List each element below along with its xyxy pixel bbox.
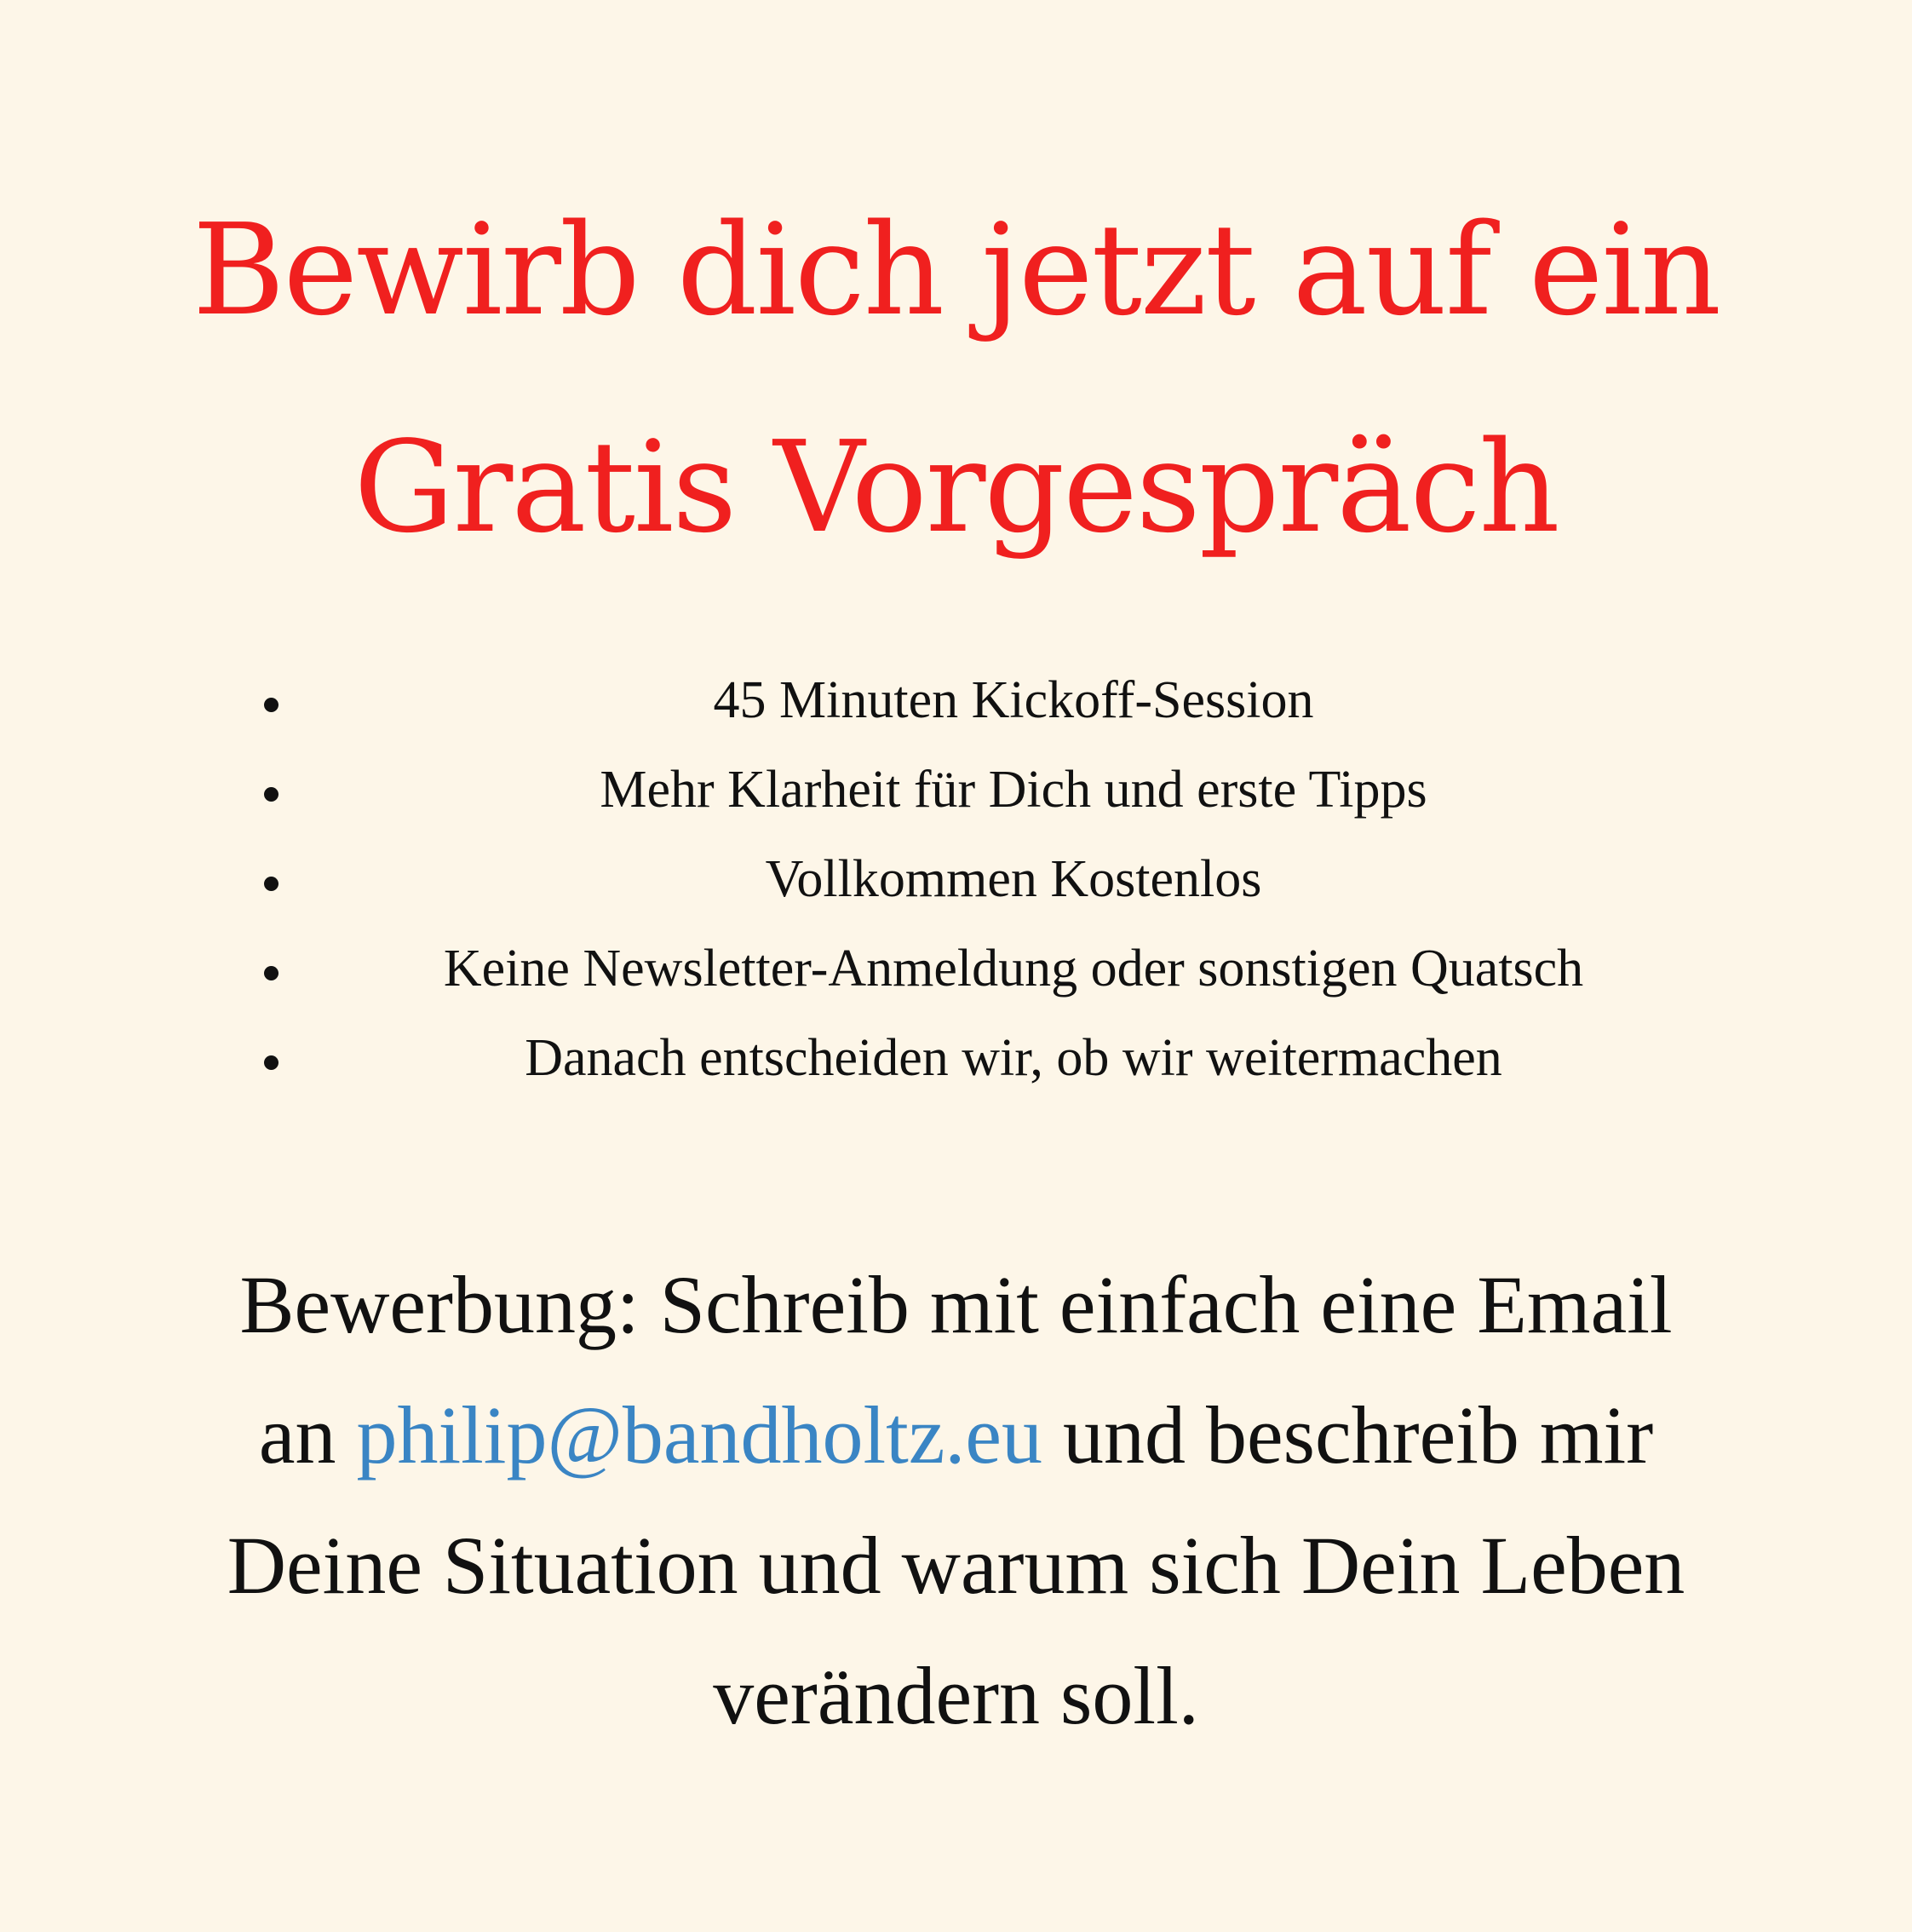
list-item	[238, 924, 1720, 1014]
headline-line-1: Bewirb dich jetzt auf ein	[192, 197, 1720, 343]
list-item-text: Mehr Klarheit für Dich und erste Tipps	[600, 761, 1427, 819]
application-instructions	[85, 1239, 1827, 1761]
list-item	[238, 745, 1720, 835]
bullet-dot-icon	[264, 877, 278, 891]
cta-line-2-suffix: und beschreib mir	[1042, 1389, 1654, 1481]
list-item	[238, 835, 1720, 924]
list-item-text: 45 Minuten Kickoff-Session	[713, 671, 1314, 729]
list-item-text: Danach entscheiden wir, ob wir weitermachen	[525, 1029, 1502, 1087]
headline-line-2: Gratis Vorgespräch	[353, 414, 1559, 561]
bullet-dot-icon	[264, 698, 278, 712]
bullet-dot-icon	[264, 787, 278, 802]
bullet-dot-icon	[264, 1055, 278, 1070]
list-item	[238, 656, 1720, 745]
cta-line-4: verändern soll.	[713, 1650, 1199, 1741]
cta-line-1: Bewerbung: Schreib mit einfach eine Email	[239, 1259, 1673, 1350]
email-link[interactable]: philip@bandholtz.eu	[356, 1389, 1043, 1481]
bullet-dot-icon	[264, 966, 278, 980]
list-item-text: Keine Newsletter-Anmeldung oder sonstigen Quatsch	[443, 940, 1584, 998]
cta-line-3: Deine Situation und warum sich Dein Leben	[227, 1520, 1685, 1611]
list-item-text: Vollkommen Kostenlos	[765, 850, 1262, 908]
benefits-list	[238, 656, 1720, 1103]
list-item	[238, 1014, 1720, 1103]
headline	[85, 162, 1827, 596]
cta-line-2-prefix: an	[258, 1389, 357, 1481]
cta-line-2	[85, 1370, 1827, 1500]
